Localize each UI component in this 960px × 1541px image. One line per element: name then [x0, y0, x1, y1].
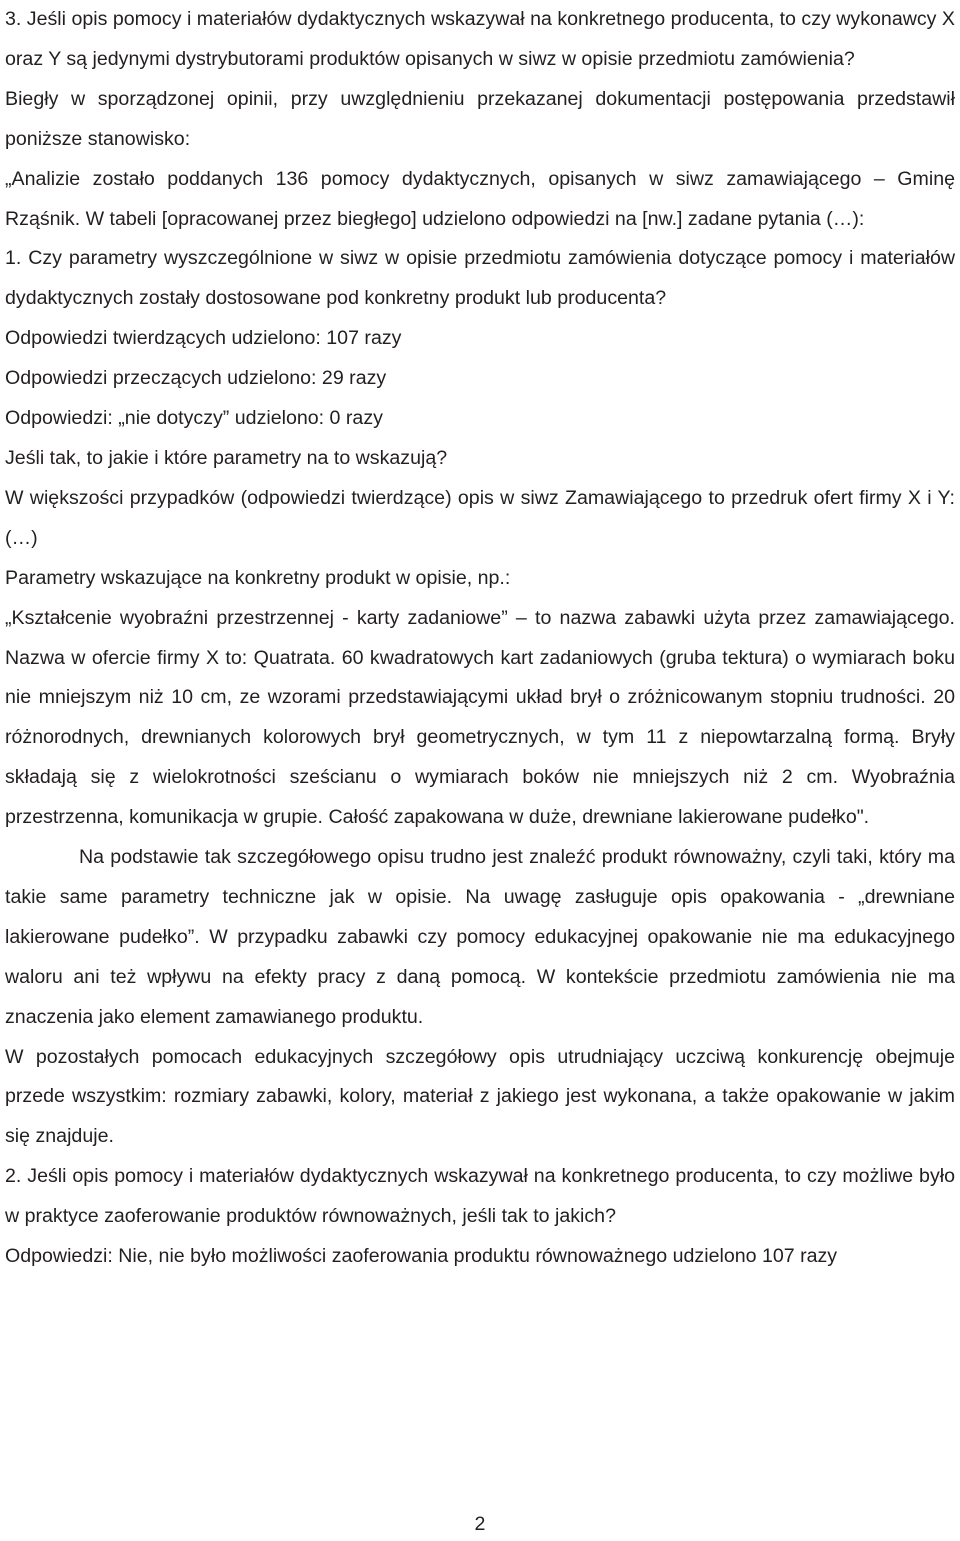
example-description-paragraph: „Kształcenie wyobraźni przestrzennej - karty zadaniowe” – to nazwa zabawki użyta przez zamawiającego. Nazwa w ofercie firmy X to: Quatrata. 60 kwadratowych kart zadaniowych (gruba tektura) o wymiarach boku nie mniejszym niż 10 cm, ze wzorami przedstawiającymi układ brył o zróżnicowanym stopniu trudności. 20 różnorodnych, drewnianych kolorowych brył geometrycznych, w tym 11 z niepowtarzalną formą. Bryły składają się z wielokrotności sześcianu o wymiarach boków nie mniejszych niż 2 cm. Wyobraźnia przestrzenna, komunikacja w grupie. Całość zapakowana w duże, drewniane lakierowane pudełko".	[5, 606, 955, 829]
question-3-paragraph: 3. Jeśli opis pomocy i materiałów dydaktycznych wskazywał na konkretnego producenta, to czy wykonawcy X oraz Y są jedynymi dystrybutorami produktów opisanych w siwz w opisie przedmiotu zamówienia?	[5, 8, 955, 70]
not-applicable-answers-line: Odpowiedzi: „nie dotyczy” udzielono: 0 razy	[5, 407, 383, 430]
page-number: 2	[474, 1513, 486, 1535]
analysis-quote-paragraph: „Analizie zostało poddanych 136 pomocy dydaktycznych, opisanych w siwz zamawiającego – Gminę Rząśnik. W tabeli [opracowanej przez biegłego] udzielono odpowiedzi na [nw.] zadane pytania (…):	[5, 167, 955, 230]
question-1-paragraph: 1. Czy parametry wyszczególnione w siwz w opisie przedmiotu zamówienia dotyczące pomocy i materiałów dydaktycznych zostały dostosowane pod konkretny produkt lub producenta?	[5, 247, 955, 310]
expert-intro-paragraph: Biegły w sporządzonej opinii, przy uwzględnieniu przekazanej dokumentacji postępowania przedstawił poniższe stanowisko:	[5, 87, 955, 150]
question-2-paragraph: 2. Jeśli opis pomocy i materiałów dydaktycznych wskazywał na konkretnego producenta, to czy możliwe było w praktyce zaoferowanie produktów równoważnych, jeśli tak to jakich?	[5, 1165, 955, 1228]
follow-up-question-line: Jeśli tak, to jakie i które parametry na to wskazują?	[5, 446, 448, 469]
equivalence-analysis-paragraph: Na podstawie tak szczegółowego opisu trudno jest znaleźć produkt równoważny, czyli taki, który ma takie same parametry techniczne jak w opisie. Na uwagę zasługuje opis opakowania - „drewniane lakierowane pudełko”. W przypadku zabawki czy pomocy edukacyjnej opakowanie nie ma edukacyjnego waloru ani też wpływu na efekty pracy z daną pomocą. W kontekście przedmiotu zamówienia nie ma znaczenia jako element zamawianego produktu.	[5, 846, 955, 1028]
parameters-intro-line: Parametry wskazujące na konkretny produkt w opisie, np.:	[5, 566, 511, 589]
negative-answers-line: Odpowiedzi przeczących udzielono: 29 razy	[5, 367, 387, 390]
affirmative-answers-line: Odpowiedzi twierdzących udzielono: 107 razy	[5, 327, 402, 350]
other-aids-paragraph: W pozostałych pomocach edukacyjnych szczegółowy opis utrudniający uczciwą konkurencję obejmuje przede wszystkim: rozmiary zabawki, kolory, materiał z jakiego jest wykonana, a także opakowanie w jakim się znajduje.	[5, 1045, 955, 1148]
question-2-answer-paragraph: Odpowiedzi: Nie, nie było możliwości zaoferowania produktu równoważnego udzielono 107 razy	[5, 1245, 838, 1268]
majority-cases-paragraph: W większości przypadków (odpowiedzi twierdzące) opis w siwz Zamawiającego to przedruk ofert firmy X i Y: (…)	[5, 486, 955, 549]
document-body	[5, 0, 955, 1277]
